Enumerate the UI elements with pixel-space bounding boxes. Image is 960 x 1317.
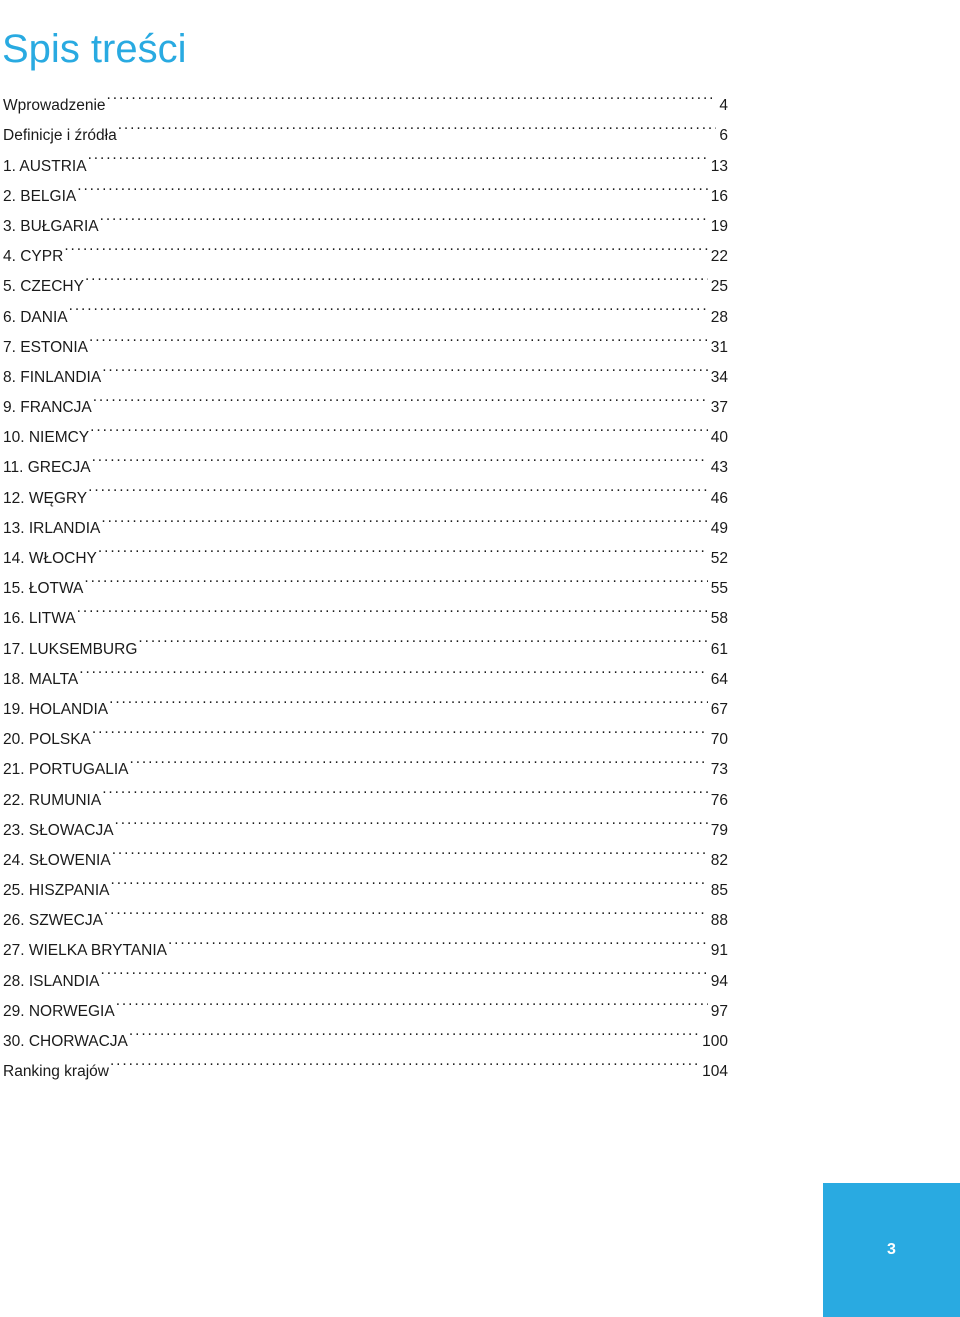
toc-entry[interactable] xyxy=(3,352,728,386)
toc-entry-page: 61 xyxy=(710,640,728,658)
toc-entry-page: 85 xyxy=(710,882,728,900)
toc-entry-page: 37 xyxy=(710,399,728,417)
toc-entry-page: 25 xyxy=(710,278,728,296)
page-number-tab xyxy=(823,1183,960,1317)
dot-leader xyxy=(116,986,708,1016)
toc-entry-page: 79 xyxy=(710,821,728,839)
dot-leader xyxy=(77,593,708,623)
toc-entry-page: 91 xyxy=(710,942,728,960)
dot-leader xyxy=(69,291,708,321)
toc-entry-page: 88 xyxy=(710,912,728,930)
dot-leader xyxy=(89,322,708,352)
toc-entry-page: 49 xyxy=(710,519,728,537)
toc-entry[interactable] xyxy=(3,714,728,749)
toc-entry[interactable] xyxy=(3,593,728,628)
toc-entry[interactable] xyxy=(3,744,728,779)
toc-entry-page: 22 xyxy=(710,248,728,266)
toc-entry-label: 3. BUŁGARIA xyxy=(3,217,99,235)
toc-entry-label: 14. WŁOCHY xyxy=(3,550,97,567)
toc-entry-page: 58 xyxy=(710,610,728,628)
toc-entry-label: 2. BELGIA xyxy=(3,187,77,205)
toc-entry-page: 13 xyxy=(710,157,728,175)
toc-entry-label: Wprowadzenie xyxy=(3,97,106,115)
toc-entry[interactable] xyxy=(3,533,728,567)
dot-leader xyxy=(90,412,708,442)
dot-leader xyxy=(88,472,708,502)
toc-entry-label: 19. HOLANDIA xyxy=(3,700,109,718)
toc-entry-label: 5. CZECHY xyxy=(3,278,84,296)
toc-entry[interactable] xyxy=(3,201,728,235)
dot-leader xyxy=(102,774,708,804)
toc-entry[interactable] xyxy=(3,1046,728,1081)
dot-leader xyxy=(98,533,708,563)
toc-entry-label: 8. FINLANDIA xyxy=(3,368,102,386)
dot-leader xyxy=(118,110,717,140)
toc-entry-label: 28. ISLANDIA xyxy=(3,972,100,990)
toc-entry[interactable] xyxy=(3,261,728,296)
toc-entry-label: 23. SŁOWACJA xyxy=(3,821,114,839)
dot-leader xyxy=(85,261,708,291)
toc-entry-page: 40 xyxy=(710,429,728,447)
toc-entry-page: 55 xyxy=(710,580,728,598)
toc-entry-label: 21. PORTUGALIA xyxy=(3,761,129,779)
toc-entry-page: 94 xyxy=(710,972,728,990)
toc-entry-label: 4. CYPR xyxy=(3,248,64,266)
toc-entry-label: 30. CHORWACJA xyxy=(3,1033,128,1050)
dot-leader xyxy=(111,865,708,895)
toc-entry-label: Definicje i źródła xyxy=(3,127,117,145)
toc-entry-label: 27. WIELKA BRYTANIA xyxy=(3,942,167,960)
toc-entry[interactable] xyxy=(3,503,728,537)
toc-entry[interactable] xyxy=(3,80,728,115)
toc-entry-label: 10. NIEMCY xyxy=(3,429,90,447)
toc-entry-label: 26. SZWECJA xyxy=(3,912,103,930)
toc-entry-page: 82 xyxy=(710,851,728,869)
toc-entry[interactable] xyxy=(3,623,728,658)
toc-entry[interactable] xyxy=(3,291,728,326)
toc-entry-label: 9. FRANCJA xyxy=(3,399,92,417)
dot-leader xyxy=(100,201,708,231)
toc-entry-page: 70 xyxy=(710,731,728,749)
toc-entry-page: 6 xyxy=(719,127,728,145)
dot-leader xyxy=(129,744,707,774)
toc-entry[interactable] xyxy=(3,231,728,266)
toc-entry-page: 64 xyxy=(710,670,728,688)
toc-entry[interactable] xyxy=(3,110,728,145)
toc-entry[interactable] xyxy=(3,171,728,205)
toc-entry-page: 28 xyxy=(710,308,728,326)
toc-entry-label: 7. ESTONIA xyxy=(3,338,88,356)
toc-entry-page: 97 xyxy=(710,1002,728,1020)
dot-leader xyxy=(138,623,707,653)
dot-leader xyxy=(110,1046,699,1076)
toc-entry-label: 18. MALTA xyxy=(3,670,79,688)
toc-entry-page: 67 xyxy=(710,700,728,718)
dot-leader xyxy=(104,895,708,925)
page-number: 3 xyxy=(887,1241,896,1258)
dot-leader xyxy=(84,563,707,593)
toc-entry-label: 15. ŁOTWA xyxy=(3,580,84,598)
toc-entry[interactable] xyxy=(3,805,728,839)
toc-entry[interactable] xyxy=(3,684,728,718)
toc-entry-page: 52 xyxy=(710,550,728,567)
dot-leader xyxy=(64,231,707,261)
page-title: Spis treści xyxy=(2,26,187,71)
dot-leader xyxy=(88,140,708,170)
table-of-contents xyxy=(3,80,728,1081)
toc-entry-label: 25. HISZPANIA xyxy=(3,882,110,900)
toc-entry-label: 12. WĘGRY xyxy=(3,489,88,507)
dot-leader xyxy=(77,171,708,201)
toc-entry-label: 1. AUSTRIA xyxy=(3,157,87,175)
toc-entry-page: 100 xyxy=(702,1033,728,1050)
toc-entry-page: 4 xyxy=(719,97,728,115)
toc-entry[interactable] xyxy=(3,774,728,809)
toc-entry-label: 29. NORWEGIA xyxy=(3,1002,115,1020)
dot-leader xyxy=(93,382,708,412)
dot-leader xyxy=(129,1016,699,1046)
toc-entry-page: 16 xyxy=(710,187,728,205)
dot-leader xyxy=(112,835,708,865)
toc-entry-label: 24. SŁOWENIA xyxy=(3,851,111,869)
toc-entry[interactable] xyxy=(3,472,728,507)
toc-entry[interactable] xyxy=(3,442,728,477)
toc-entry[interactable] xyxy=(3,322,728,356)
toc-entry-label: Ranking krajów xyxy=(3,1063,109,1081)
dot-leader xyxy=(109,684,708,714)
toc-entry[interactable] xyxy=(3,382,728,417)
toc-entry-label: 6. DANIA xyxy=(3,308,68,326)
dot-leader xyxy=(101,503,707,533)
toc-entry[interactable] xyxy=(3,835,728,869)
toc-entry-page: 43 xyxy=(710,459,728,477)
toc-entry-label: 16. LITWA xyxy=(3,610,76,628)
toc-entry-label: 22. RUMUNIA xyxy=(3,791,102,809)
toc-entry-page: 104 xyxy=(702,1063,728,1081)
toc-entry[interactable] xyxy=(3,986,728,1020)
dot-leader xyxy=(102,352,708,382)
dot-leader xyxy=(92,714,708,744)
toc-entry[interactable] xyxy=(3,412,728,447)
toc-entry[interactable] xyxy=(3,654,728,688)
toc-entry-label: 17. LUKSEMBURG xyxy=(3,640,138,658)
toc-entry-page: 19 xyxy=(710,217,728,235)
toc-entry[interactable] xyxy=(3,955,728,990)
toc-entry-page: 76 xyxy=(710,791,728,809)
dot-leader xyxy=(79,654,708,684)
toc-entry-label: 20. POLSKA xyxy=(3,731,91,749)
toc-entry[interactable] xyxy=(3,895,728,930)
dot-leader xyxy=(107,80,717,110)
toc-entry-page: 31 xyxy=(710,338,728,356)
dot-leader xyxy=(115,805,708,835)
toc-entry-page: 34 xyxy=(710,368,728,386)
toc-entry[interactable] xyxy=(3,865,728,900)
toc-entry-label: 13. IRLANDIA xyxy=(3,519,101,537)
toc-entry-page: 46 xyxy=(710,489,728,507)
toc-entry[interactable] xyxy=(3,140,728,175)
toc-entry-label: 11. GRECJA xyxy=(3,459,91,477)
dot-leader xyxy=(101,955,708,985)
dot-leader xyxy=(92,442,708,472)
toc-entry[interactable] xyxy=(3,925,728,960)
toc-entry-page: 73 xyxy=(710,761,728,779)
dot-leader xyxy=(168,925,708,955)
toc-entry[interactable] xyxy=(3,563,728,598)
